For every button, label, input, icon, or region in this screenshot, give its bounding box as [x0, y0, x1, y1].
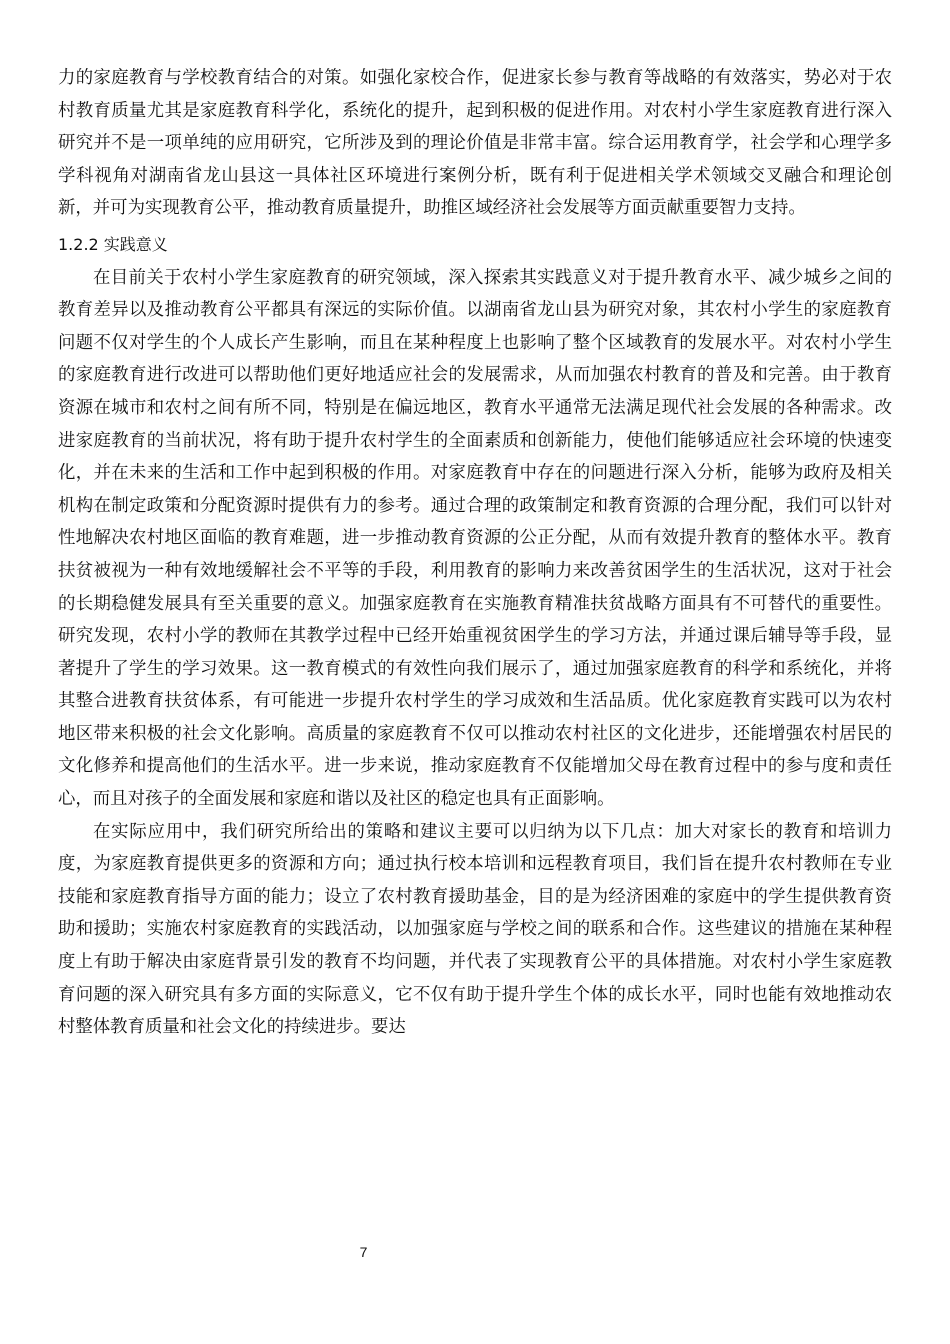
section-heading: 1.2.2 实践意义 — [58, 234, 168, 254]
page-number: 7 — [359, 1244, 368, 1260]
paragraph-practical-significance: 在目前关于农村小学生家庭教育的研究领域，深入探索其实践意义对于提升教育水平、减少城乡之间的教育差异以及推动教育公平都具有深远的实际价值。以湖南省龙山县为研究对象，其农村小学生的家庭教育问题不仅对学生的个人成长产生影响，而且在某种程度上也影响了整个区域教育的发展水平。对农村小学生的家庭教育进行改进可以帮助他们更好地适应社会的发展需求，从而加强农村教育的普及和完善。由于教育资源在城市和农村之间有所不同，特别是在偏远地区，教育水平通常无法满足现代社会发展的各种需求。改进家庭教育的当前状况，将有助于提升农村学生的全面素质和创新能力，使他们能够适应社会环境的快速变化，并在未来的生活和工作中起到积极的作用。对家庭教育中存在的问题进行深入分析，能够为政府及相关机构在制定政策和分配资源时提供有力的参考。通过合理的政策制定和教育资源的合理分配，我们可以针对性地解决农村地区面临的教育难题，进一步推动教育资源的公正分配，从而有效提升教育的整体水平。教育扶贫被视为一种有效地缓解社会不平等的手段，利用教育的影响力来改善贫困学生的生活状况，这对于社会的长期稳健发展具有至关重要的意义。加强家庭教育在实施教育精准扶贫战略方面具有不可替代的重要性。研究发现，农村小学的教师在其教学过程中已经开始重视贫困学生的学习方法，并通过课后辅导等手段，显著提升了学生的学习效果。这一教育模式的有效性向我们展示了，通过加强家庭教育的科学和系统化，并将其整合进教育扶贫体系，有可能进一步提升农村学生的学习成效和生活品质。优化家庭教育实践可以为农村地区带来积极的社会文化影响。高质量的家庭教育不仅可以推动农村社区的文化进步，还能增强农村居民的文化修养和提高他们的生活水平。进一步来说，推动家庭教育不仅能增加父母在教育过程中的参与度和责任心，而且对孩子的全面发展和家庭和谐以及社区的稳定也具有正面影响。 — [58, 267, 892, 810]
paragraph-application: 在实际应用中，我们研究所给出的策略和建议主要可以归纳为以下几点：加大对家长的教育和培训力度，为家庭教育提供更多的资源和方向；通过执行校本培训和远程教育项目，我们旨在提升农村教师在专业技能和家庭教育指导方面的能力；设立了农村教育援助基金，目的是为经济困难的家庭中的学生提供教育资助和援助；实施农村家庭教育的实践活动，以加强家庭与学校之间的联系和合作。这些建议的措施在某种程度上有助于解决由家庭背景引发的教育不均问题，并代表了实现教育公平的具体措施。对农村小学生家庭教育问题的深入研究具有多方面的实际意义，它不仅有助于提升学生个体的成长水平，同时也能有效地推动农村整体教育质量和社会文化的持续进步。要达 — [58, 821, 892, 1038]
paragraph-continued: 力的家庭教育与学校教育结合的对策。如强化家校合作，促进家长参与教育等战略的有效落实，势必对于农村教育质量尤其是家庭教育科学化，系统化的提升，起到积极的促进作用。对农村小学生家庭教育进行深入研究并不是一项单纯的应用研究，它所涉及到的理论价值是非常丰富。综合运用教育学，社会学和心理学多学科视角对湖南省龙山县这一具体社区环境进行案例分析，既有利于促进相关学术领域交叉融合和理论创新，并可为实现教育公平，推动教育质量提升，助推区域经济社会发展等方面贡献重要智力支持。 — [58, 68, 892, 219]
document-page — [58, 62, 892, 1044]
